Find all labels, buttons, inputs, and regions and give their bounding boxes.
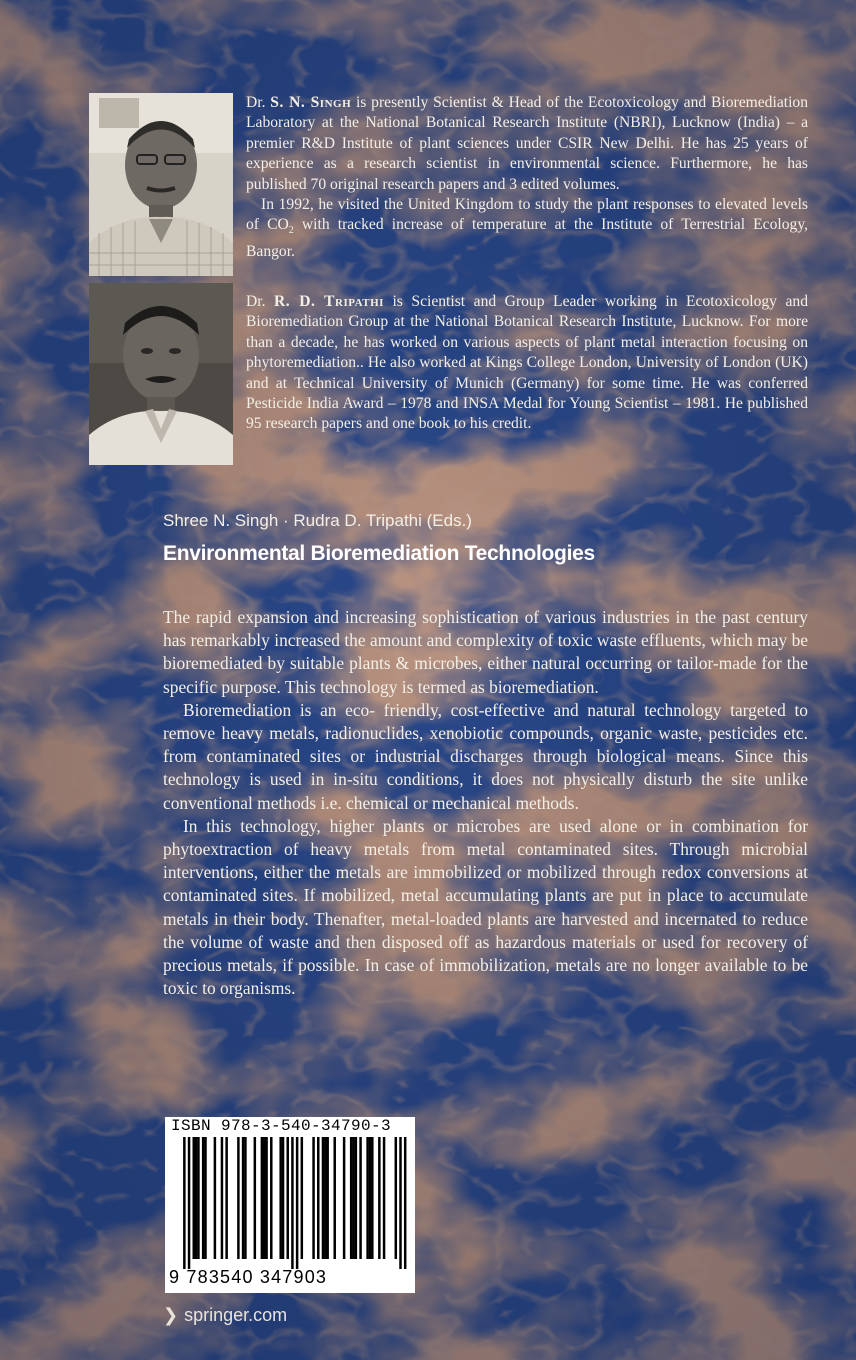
barcode-bar <box>242 1137 245 1259</box>
bio-singh-paragraph-2: In 1992, he visited the United Kingdom to study the plant responses to elevated levels of $CO_2$ with tracked increase of temperature at the Institute of Terrestrial Ecology, Bangor. <box>246 196 808 260</box>
barcode-bar <box>195 1137 198 1259</box>
barcode-bar <box>326 1137 329 1259</box>
barcode-bar <box>366 1137 369 1259</box>
barcode-bar <box>296 1137 299 1269</box>
publisher-website[interactable] <box>163 1305 287 1326</box>
barcode-bar <box>322 1137 325 1259</box>
barcode-bar <box>221 1137 224 1259</box>
barcode-bar <box>286 1137 289 1259</box>
barcode-bar <box>371 1137 374 1259</box>
barcode-bar <box>359 1137 362 1259</box>
barcode-bar <box>399 1137 402 1269</box>
website-link[interactable]: springer.com <box>184 1305 288 1325</box>
barcode-bar <box>324 1137 327 1259</box>
description-paragraph: Bioremediation is an eco- friendly, cost-effective and natural technology targeted to remove heavy metals, radionuclides, xenobiotic compounds, organic waste, pesticides etc. from contaminated sites or industrial discharges through biological means. Since this technology is used in in-situ conditions, it does not physically disturb the site unlike conventional methods i.e. chemical or mechanical methods. <box>163 699 808 813</box>
ean-digits: 9 783540 347903 <box>169 1267 328 1287</box>
isbn-barcode <box>165 1117 415 1293</box>
barcode-bar <box>263 1137 266 1259</box>
barcode-bar <box>270 1137 273 1259</box>
barcode-bar <box>261 1137 264 1259</box>
chevron-right-icon: ❯ <box>163 1305 179 1325</box>
barcode-bar <box>183 1137 186 1269</box>
barcode-bar <box>352 1137 355 1259</box>
barcode-bar <box>317 1137 320 1259</box>
barcode-bar <box>282 1137 285 1259</box>
author-bio-tripathi <box>246 292 808 435</box>
barcode-bar <box>197 1137 200 1259</box>
author-name-tripathi: R. D. Tripathi <box>274 293 384 310</box>
barcode-bar <box>333 1137 336 1259</box>
barcode-bar <box>383 1137 386 1259</box>
barcode-bar <box>204 1137 207 1259</box>
barcode-bar <box>369 1137 372 1259</box>
bio-singh-paragraph-1: Dr. S. N. Singh is presently Scientist & Head of the Ecotoxicology and Bioremediation Laboratory at the National Botanical Research Institute (NBRI), Lucknow (India) – a premier R&D Institute of plant sciences under CSIR New Delhi. He has 25 years of experience as a research scientist in environmental science. Furthermore, he has published 70 original research papers and 3 edited volumes. <box>246 94 808 193</box>
barcode-bar <box>254 1137 257 1259</box>
barcode-bar <box>279 1137 282 1259</box>
barcode-bar <box>214 1137 217 1259</box>
book-editors: Shree N. Singh · Rudra D. Tripathi (Eds.) <box>163 511 472 530</box>
book-title: Environmental Bioremediation Technologies <box>163 542 595 565</box>
author-photo-singh <box>89 93 233 276</box>
barcode-bar <box>395 1137 398 1259</box>
barcode-bar <box>202 1137 205 1259</box>
barcode-bar <box>225 1137 228 1259</box>
author-name-singh: S. N. Singh <box>270 94 352 111</box>
barcode-bar <box>244 1137 247 1259</box>
bio-tripathi-paragraph-1: Dr. R. D. Tripathi is Scientist and Group Leader working in Ecotoxicology and Bioremediation Group at the National Botanical Research Institute, Lucknow. For more than a decade, he has worked on various aspects of plant metal interaction focusing on phytoremediation.. He also worked at Kings College London, University of London (UK) and at Technical University of Munich (Germany) for some time. He was conferred Pesticide India Award – 1978 and INSA Medal for Young Scientist – 1981. He published 95 research papers and one book to his credit. <box>246 293 808 433</box>
author-photo-tripathi <box>89 283 233 465</box>
barcode-bar <box>350 1137 353 1259</box>
barcode-bar <box>237 1137 240 1259</box>
barcode-bar <box>188 1137 191 1269</box>
barcode-bar <box>355 1137 358 1259</box>
barcode-bar <box>312 1137 315 1259</box>
isbn-label: ISBN 978-3-540-34790-3 <box>171 1117 392 1135</box>
author-bio-singh <box>246 93 808 262</box>
barcode-bar <box>301 1137 304 1259</box>
barcode-bar <box>265 1137 268 1259</box>
barcode-bar <box>193 1137 196 1259</box>
barcode-bar <box>378 1137 381 1259</box>
barcode-bar <box>343 1137 346 1259</box>
description-paragraph: In this technology, higher plants or microbes are used alone or in combination for phytoextraction of heavy metals from metal contaminated sites. Through microbial interventions, either the metals are immobilized or mobilized through redox conversions at contaminated sites. If mobilized, metal accumulating plants are put in place to accumulate metals in their body. Thenafter, metal-loaded plants are harvested and incernated to reduce the volume of waste and then disposed off as hazardous materials or used for recovery of precious metals, if possible. In case of immobilization, metals are no longer available to be toxic to organisms. <box>163 815 808 999</box>
book-description <box>163 606 808 1000</box>
barcode-bar <box>291 1137 294 1269</box>
description-paragraph: The rapid expansion and increasing sophistication of various industries in the past century has remarkably increased the amount and complexity of toxic waste effluents, which may be bioremediated by suitable plants & microbes, either natural occurring or tailor-made for the specific purpose. This technology is termed as bioremediation. <box>163 607 808 697</box>
barcode-bars <box>169 1137 411 1269</box>
barcode-bar <box>404 1137 407 1269</box>
